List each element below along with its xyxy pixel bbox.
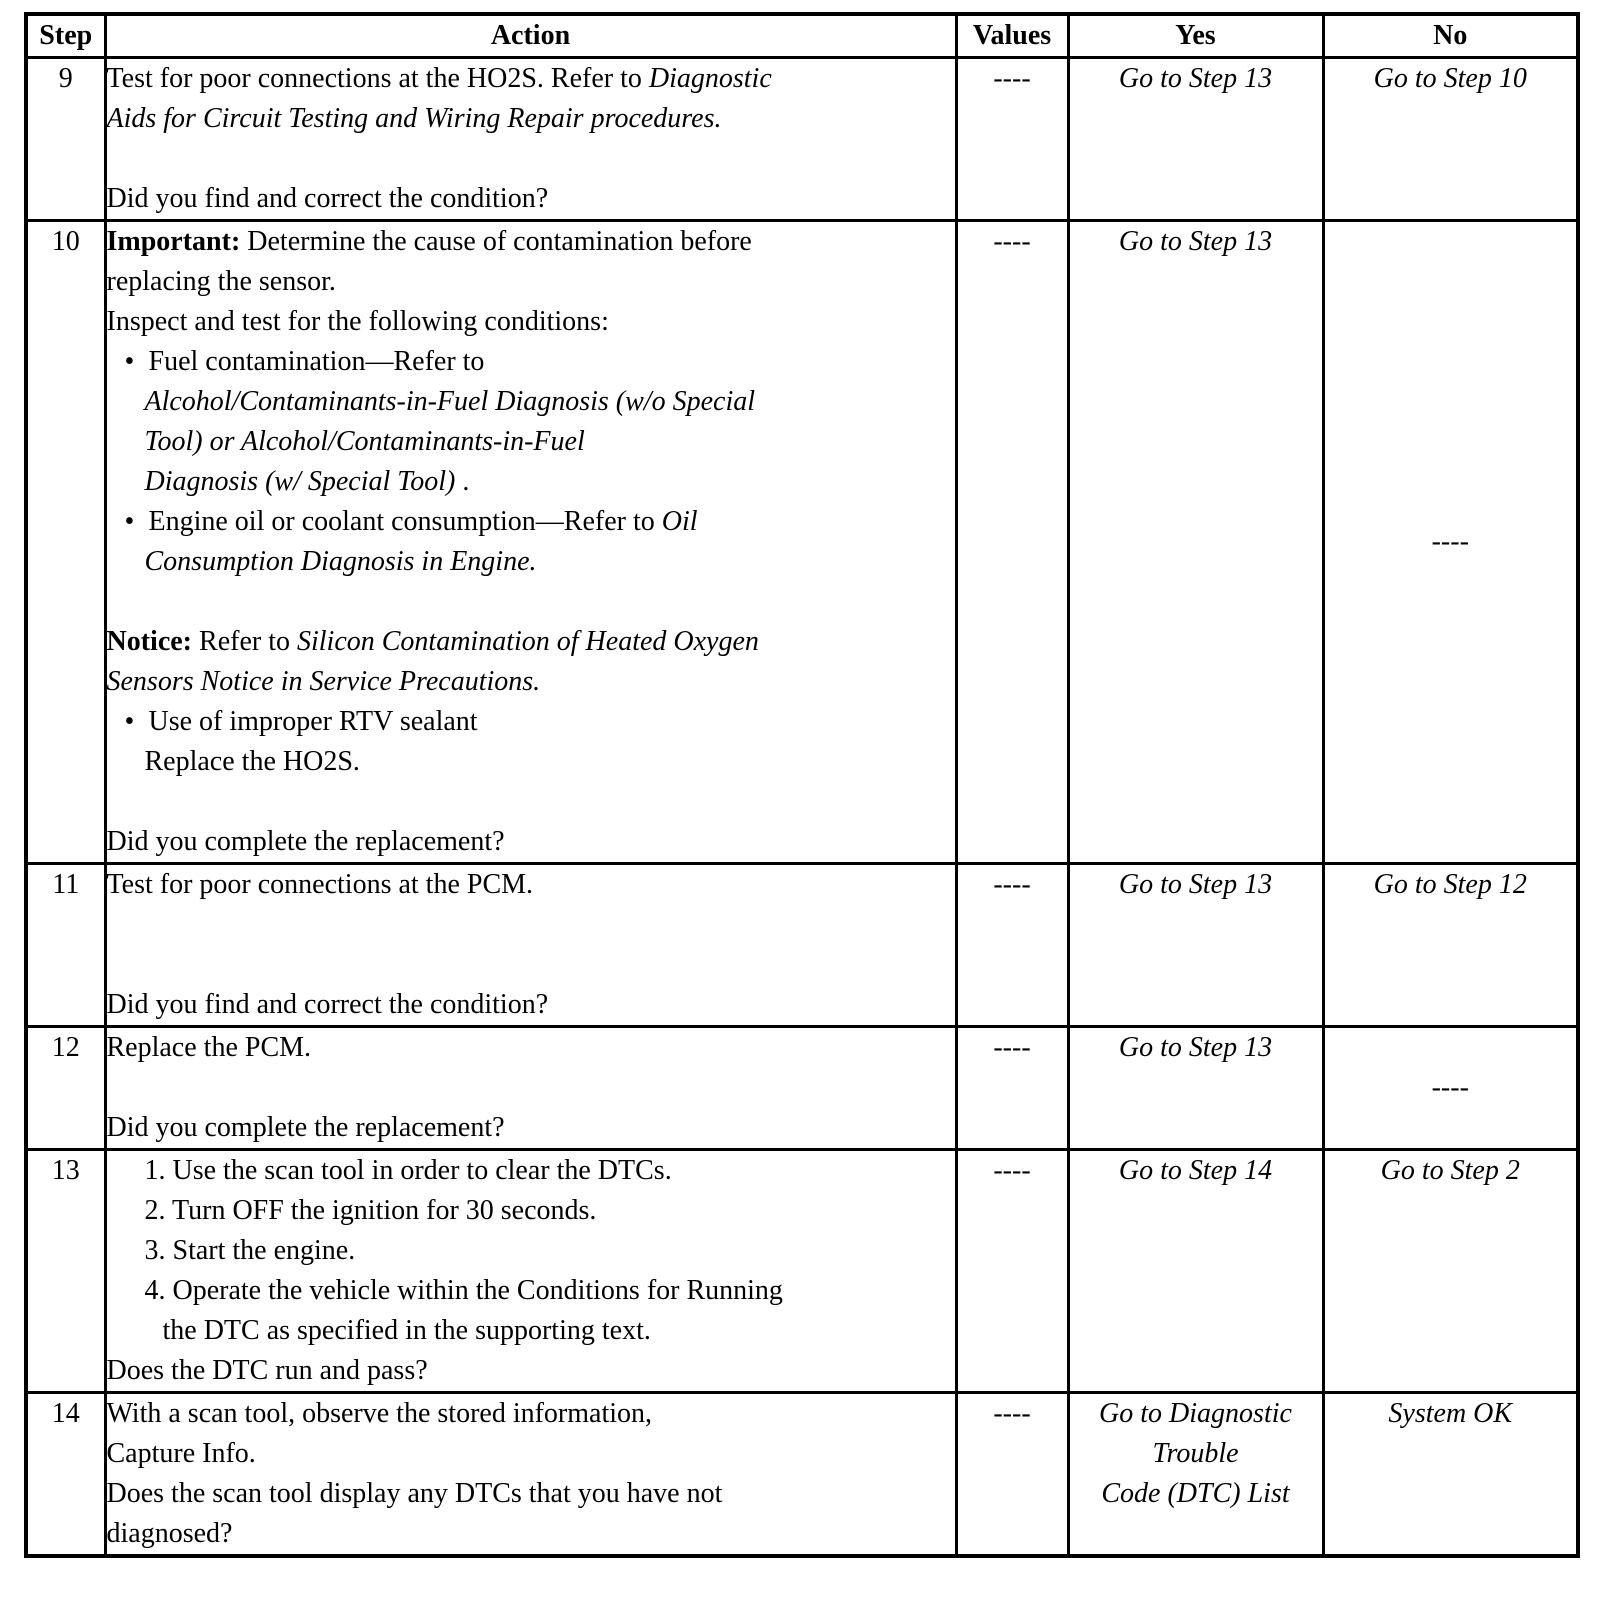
table-row-step-14 (26, 1393, 1578, 1557)
action-text: Use of improper RTV sealant (148, 706, 478, 737)
step-number: 14 (26, 1393, 105, 1557)
values-cell: ---- (956, 221, 1068, 864)
reference-link: Diagnosis (w/ Special Tool) (144, 466, 463, 497)
bullet-icon: • (124, 506, 135, 537)
header-action: Action (105, 14, 956, 58)
action-text: Determine the cause of contamination before (240, 226, 752, 257)
action-text: Fuel contamination—Refer to (148, 346, 485, 377)
action-question: Did you find and correct the condition? (106, 989, 549, 1020)
action-question: Does the scan tool display any DTCs that you have not (106, 1478, 723, 1509)
reference-link: Go to Diagnostic (1099, 1398, 1292, 1429)
action-question: Did you complete the replacement? (106, 826, 505, 857)
action-text: replacing the sensor. (106, 266, 336, 297)
no-cell: Go to Step 12 (1323, 864, 1578, 1027)
yes-cell: Go to Step 13 (1068, 221, 1323, 864)
procedure-step: 1. Use the scan tool in order to clear the DTCs. (144, 1155, 672, 1186)
values-cell: ---- (956, 58, 1068, 221)
action-question: Does the DTC run and pass? (106, 1355, 428, 1386)
action-cell (105, 1027, 956, 1150)
step-number: 12 (26, 1027, 105, 1150)
reference-link: Aids for Circuit Testing and Wiring Repair procedures. (106, 103, 722, 134)
reference-link: Tool) or Alcohol/Contaminants-in-Fuel (144, 426, 585, 457)
procedure-step: 2. Turn OFF the ignition for 30 seconds. (144, 1195, 597, 1226)
action-cell (105, 1393, 956, 1557)
bullet-icon: • (124, 346, 135, 377)
reference-link: Diagnostic (648, 63, 772, 94)
values-cell: ---- (956, 1393, 1068, 1557)
step-number: 13 (26, 1150, 105, 1393)
action-text: Replace the HO2S. (144, 746, 360, 777)
action-question: Did you find and correct the condition? (106, 183, 549, 214)
reference-link: Silicon Contamination of Heated Oxygen (296, 626, 759, 657)
bullet-item (107, 502, 955, 542)
yes-cell: Go to Step 13 (1068, 864, 1323, 1027)
yes-cell (1068, 1393, 1323, 1557)
header-row (26, 14, 1578, 58)
action-cell (105, 221, 956, 864)
action-question: diagnosed? (106, 1518, 233, 1549)
action-cell (105, 1150, 956, 1393)
yes-cell: Go to Step 14 (1068, 1150, 1323, 1393)
action-cell (105, 58, 956, 221)
reference-link: Consumption Diagnosis in Engine. (144, 546, 537, 577)
notice-label: Notice: (106, 626, 193, 657)
action-text: Engine oil or coolant consumption—Refer to (148, 506, 662, 537)
action-line (107, 622, 955, 662)
yes-cell: Go to Step 13 (1068, 1027, 1323, 1150)
no-cell: ---- (1323, 221, 1578, 864)
table-row-step-13 (26, 1150, 1578, 1393)
no-cell: Go to Step 2 (1323, 1150, 1578, 1393)
table-row-step-10 (26, 221, 1578, 864)
header-yes: Yes (1068, 14, 1323, 58)
procedure-step: 4. Operate the vehicle within the Conditions for Running (144, 1275, 783, 1306)
step-number: 10 (26, 221, 105, 864)
procedure-step-continued: the DTC as specified in the supporting text. (162, 1315, 651, 1346)
reference-link: Alcohol/Contaminants-in-Fuel Diagnosis (w/o Special (144, 386, 756, 417)
table-row-step-9 (26, 58, 1578, 221)
header-values: Values (956, 14, 1068, 58)
table-row-step-12 (26, 1027, 1578, 1150)
action-text: Capture Info. (106, 1438, 256, 1469)
reference-link: Sensors Notice in Service Precautions. (106, 666, 541, 697)
step-number: 9 (26, 58, 105, 221)
header-step: Step (26, 14, 105, 58)
reference-link: Trouble (1152, 1438, 1239, 1469)
action-text: With a scan tool, observe the stored information, (106, 1398, 653, 1429)
action-text: Replace the PCM. (106, 1032, 312, 1063)
action-text: Inspect and test for the following conditions: (106, 306, 609, 337)
action-cell (105, 864, 956, 1027)
no-cell: ---- (1323, 1027, 1578, 1150)
reference-link: Code (DTC) List (1101, 1478, 1290, 1509)
table-row-step-11 (26, 864, 1578, 1027)
bullet-item (107, 702, 955, 742)
action-question: Did you complete the replacement? (106, 1112, 505, 1143)
action-text: Test for poor connections at the PCM. (106, 869, 534, 900)
action-line (107, 59, 955, 99)
values-cell: ---- (956, 1150, 1068, 1393)
action-line (107, 222, 955, 262)
bullet-item (107, 342, 955, 382)
values-cell: ---- (956, 1027, 1068, 1150)
action-text: Test for poor connections at the HO2S. Refer to (106, 63, 649, 94)
action-text: . (462, 466, 470, 497)
important-label: Important: (106, 226, 241, 257)
step-number: 11 (26, 864, 105, 1027)
bullet-icon: • (124, 706, 135, 737)
action-line (107, 462, 955, 502)
reference-link: Oil (661, 506, 698, 537)
diagnostic-table (24, 12, 1580, 1558)
yes-cell: Go to Step 13 (1068, 58, 1323, 221)
values-cell: ---- (956, 864, 1068, 1027)
header-no: No (1323, 14, 1578, 58)
no-cell: System OK (1323, 1393, 1578, 1557)
procedure-step: 3. Start the engine. (144, 1235, 356, 1266)
action-text: Refer to (192, 626, 297, 657)
no-cell: Go to Step 10 (1323, 58, 1578, 221)
